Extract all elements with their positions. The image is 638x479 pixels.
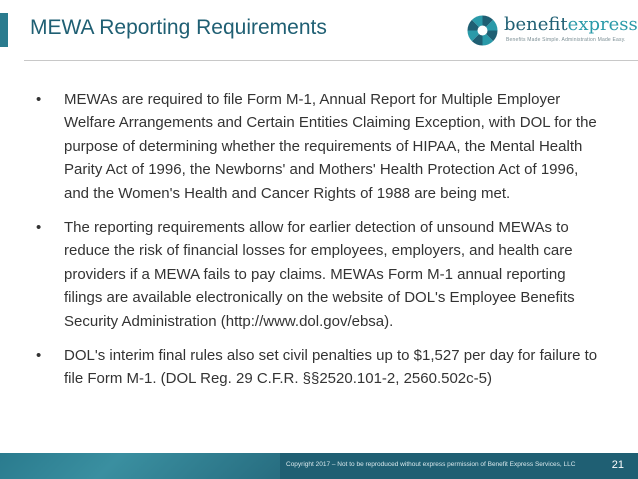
pinwheel-logo-icon (466, 14, 499, 47)
list-item (36, 216, 604, 333)
title-accent-bar (0, 13, 8, 47)
logo-tagline: Benefits Made Simple. Administration Made Easy. (506, 37, 626, 43)
bullet-marker: • (36, 91, 42, 108)
brand-logo (466, 14, 638, 50)
page-title: MEWA Reporting Requirements (30, 16, 327, 39)
bullet-marker: • (36, 347, 42, 365)
footer-copyright: Copyright 2017 – Not to be reproduced without express permission of Benefit Express Services, LLC (286, 461, 576, 468)
footer-accent-stripe (0, 453, 280, 479)
logo-wordmark (504, 15, 638, 35)
bullet-text: The reporting requirements allow for earlier detection of unsound MEWAs to reduce the risk of financial losses for employees, employers, and health care providers if a MEWA fails to pay claims. MEWAs Form M-1 annual reporting filings are available electronically on the website of DOL's Employee Benefits Security Administration (http://www.dol.gov/ebsa). (64, 219, 575, 330)
bullet-text: DOL's interim final rules also set civil penalties up to $1,527 per day for failure to file Form M-1. (DOL Reg. 29 C.F.R. §§2520.101-2, 2560.502c-5) (64, 347, 598, 388)
logo-word-benefit: benefit (504, 14, 568, 35)
bullet-marker: • (36, 219, 42, 237)
page-number: 21 (611, 459, 624, 471)
list-item (36, 344, 604, 391)
bullet-list (36, 88, 604, 402)
list-item (36, 88, 604, 205)
footer-bar (0, 453, 638, 479)
logo-word-express: express (567, 14, 638, 35)
header-divider (24, 60, 638, 61)
bullet-text: MEWAs are required to file Form M-1, Annual Report for Multiple Employer Welfare Arrangements and Certain Entities Claiming Exception, with DOL for the purpose of determining whether the requirements of HIPAA, the Mental Health Parity Act of 1996, the Newborns' and Mothers' Health Protection Act of 1996, and the Women's Health and Cancer Rights of 1988 are being met. (64, 91, 597, 202)
